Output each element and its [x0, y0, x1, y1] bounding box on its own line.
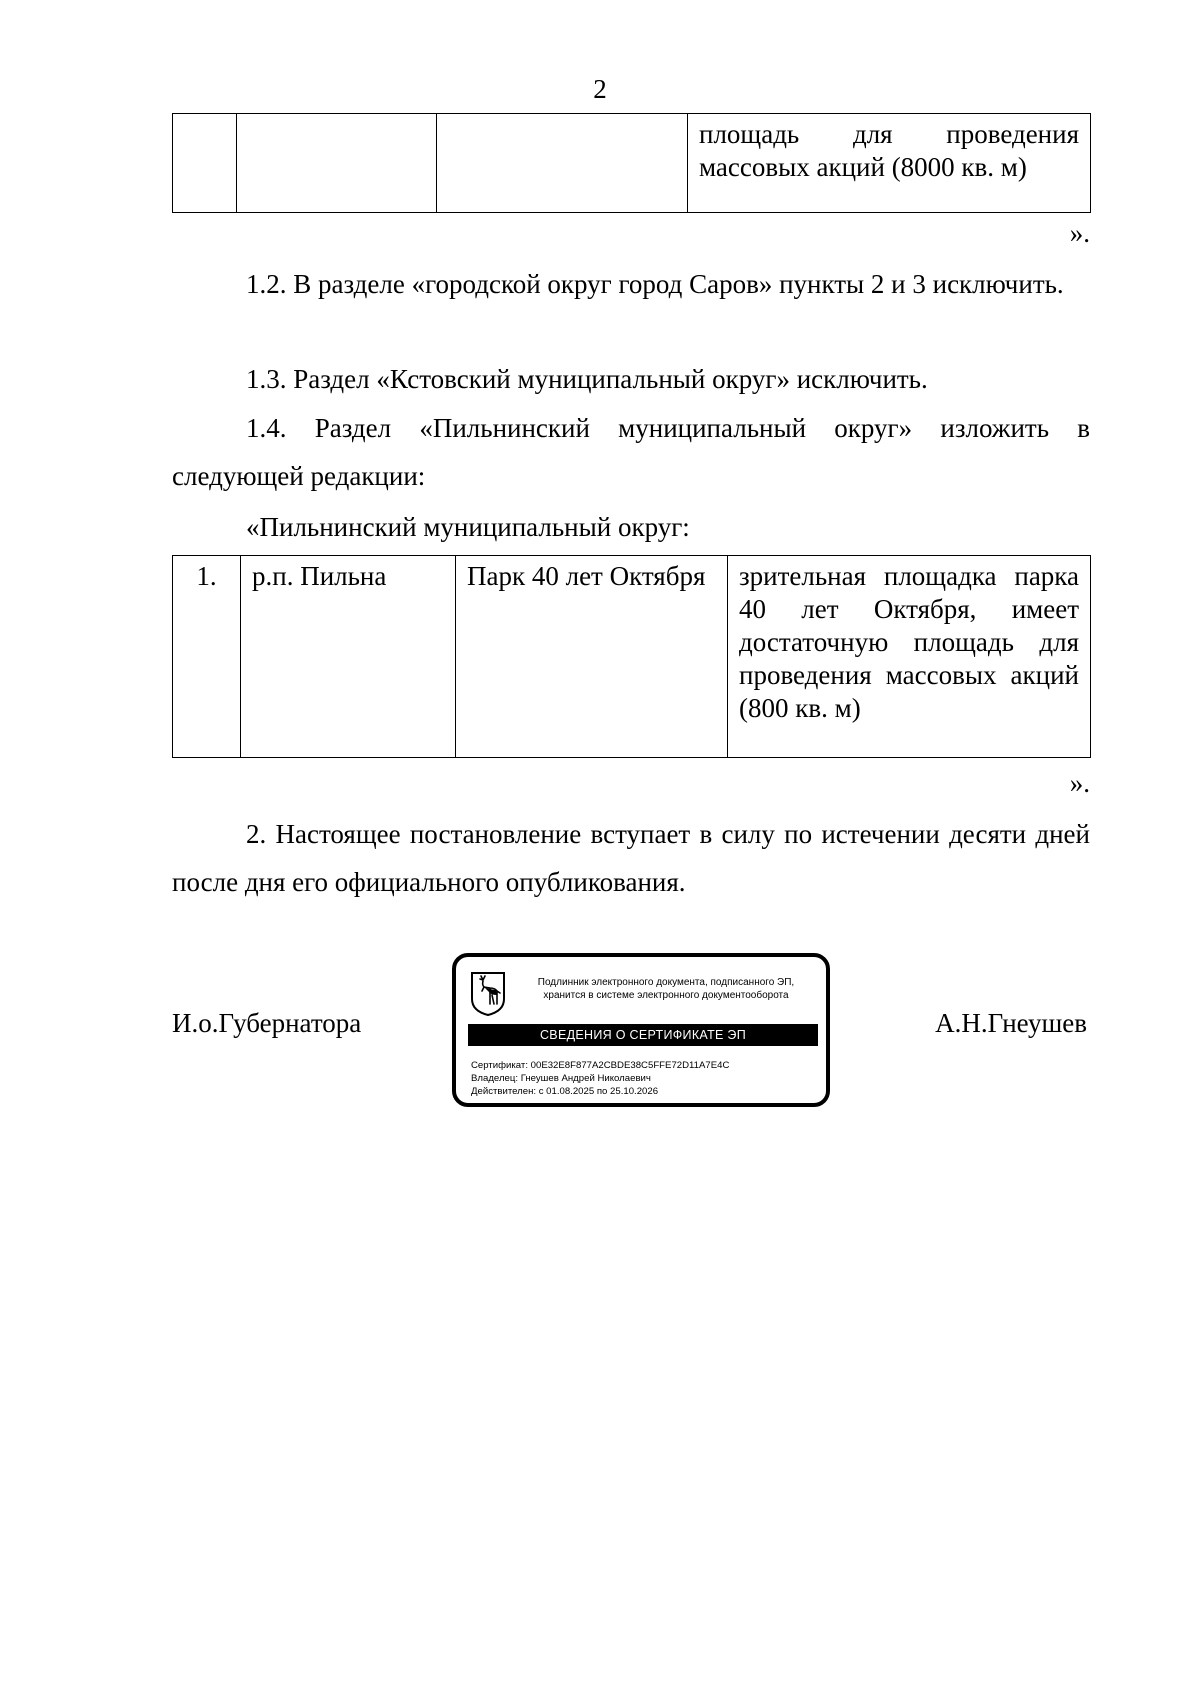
- certificate-owner: Владелец: Гнеушев Андрей Николаевич: [471, 1073, 651, 1084]
- paragraph-1-4: 1.4. Раздел «Пильнинский муниципальный округ» изложить в следующей редакции:: [172, 413, 1090, 491]
- table-cell-num: 1.: [173, 556, 241, 758]
- table-cell-description: площадь для проведения массовых акций (8000 кв. м): [688, 114, 1091, 213]
- stamp-header-line: Подлинник электронного документа, подписанного ЭП,: [537, 977, 795, 988]
- deer-coat-of-arms-icon: [470, 971, 506, 1017]
- table-cell-place: [437, 114, 688, 213]
- closing-quote: ».: [1069, 218, 1090, 248]
- table-cell-description: зрительная площадка парка 40 лет Октября, имеет достаточную площадь для проведения массовых акций (800 кв. м): [728, 556, 1091, 758]
- stamp-header: [516, 976, 816, 1002]
- table-cell-locality: р.п. Пильна: [241, 556, 456, 758]
- stamp-header-line: хранится в системе электронного документооборота: [543, 990, 789, 1001]
- table-row: [173, 556, 1091, 758]
- table-new-section: [172, 555, 1091, 758]
- table-row: [173, 114, 1091, 213]
- section-heading: «Пильнинский муниципальный округ:: [246, 512, 690, 542]
- table-cell-locality: [237, 114, 437, 213]
- paragraph-1-3: 1.3. Раздел «Кстовский муниципальный округ» исключить.: [246, 364, 928, 394]
- table-cell-place: Парк 40 лет Октября: [456, 556, 728, 758]
- signatory-title: И.о.Губернатора: [172, 1008, 362, 1038]
- certificate-validity: Действителен: с 01.08.2025 по 25.10.2026: [471, 1086, 659, 1097]
- paragraph-2: 2. Настоящее постановление вступает в силу по истечении десяти дней после дня его официального опубликования.: [172, 819, 1090, 897]
- signatory-name: А.Н.Гнеушев: [935, 1008, 1087, 1038]
- closing-quote: ».: [1069, 768, 1090, 798]
- paragraph-1-2: 1.2. В разделе «городской округ город Саров» пункты 2 и 3 исключить.: [246, 269, 1064, 299]
- certificate-number: Сертификат: 00E32E8F877A2CBDE38C5FFE72D11A7E4C: [471, 1060, 730, 1071]
- stamp-certificate-info: [471, 1059, 729, 1098]
- table-cell-num: [173, 114, 237, 213]
- table-continuation: [172, 113, 1091, 213]
- page-number: 2: [593, 74, 607, 104]
- electronic-signature-stamp: [452, 953, 830, 1107]
- stamp-certificate-bar: СВЕДЕНИЯ О СЕРТИФИКАТЕ ЭП: [468, 1024, 818, 1046]
